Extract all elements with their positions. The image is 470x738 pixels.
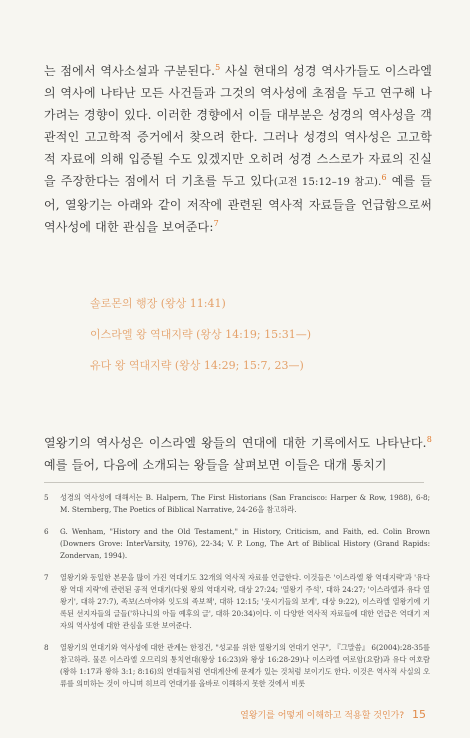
- source-title: 솔로몬의 행장: [90, 297, 158, 310]
- footnote-8: [44, 642, 430, 690]
- paragraph-2-text-a: 열왕기의 역사성은 이스라엘 왕들의 연대에 대한 기록에서도 나타난다.: [44, 436, 427, 450]
- source-ref: (왕상 14:19; 15:31—): [192, 328, 312, 341]
- footnote-ref-7[interactable]: 7: [213, 219, 219, 228]
- body-paragraph-2: [44, 432, 432, 476]
- source-title: 유다 왕 역대지략: [90, 359, 172, 372]
- footnote-text: 열왕기의 연대기와 역사성에 대한 관계는 한정건, "성교를 위한 열왕기의 연대기 연구", 『그말씀』 6(2004):28-35를 참고하라. 물론 이스라엘 오므리의 통치연대(왕상 16:23)와 왕상 16:28-29)나 이스라엘 여로암(요람)과 유다 여호람 (왕하 1:17과 왕하 3:1; 8:16)의 연대들처럼 연대계산에 문제가 있는 것처럼 보이기도 한다. 이것은 역사적 사실의 오류를 의미하는 것이 아니며 히브리 연대기를 올바로 이해하지 못한 것에서 비롯: [60, 643, 430, 688]
- footnote-number: 7: [44, 573, 49, 582]
- footnotes: [44, 492, 430, 700]
- footnote-text: 성경의 역사성에 대해서는 B. Halpern, The First Historians (San Francisco: Harper & Row, 1988), 6-8; M. Sternberg, The Poetics of Biblical Narrative, 24-26을 참고하라.: [60, 493, 430, 514]
- source-title: 이스라엘 왕 역대지략: [90, 328, 193, 341]
- footnote-ref-5[interactable]: 5: [215, 63, 221, 72]
- paragraph-1-text-c: 예를 들어, 열왕기는 아래와 같이 저작에 관련된 역사적 자료들을 언급함으로써 역사성에 대한 관심을 보여준다:: [44, 174, 432, 234]
- footnote-5: [44, 492, 430, 516]
- paragraph-1-text-b: 사실 현대의 성경 역사가들도 이스라엘의 역사에 나타난 모든 사건들과 그것의 역사성에 초점을 두고 연구해 나가려는 경향이 있다. 이러한 경향에서 이들 대부분은 성경의 역사성을 객관적인 고고학적 증거에서 찾으려 한다. 그러나 성경의 역사성은 고고학적 자료에 의해 입증될 수도 있겠지만 오히려 성경 스스로가 자료의 진실을 주장한다는 점에서 더 기초를 두고 있다: [44, 64, 432, 188]
- footnote-number: 5: [44, 493, 49, 502]
- page-number: 15: [412, 708, 426, 721]
- paragraph-2-text-b: 예를 들어, 다음에 소개되는 왕들을 살펴보면 이들은 대개 통치기: [44, 458, 387, 472]
- running-title: 열왕기를 어떻게 이해하고 적용할 것인가?: [240, 711, 405, 721]
- footnote-ref-6[interactable]: 6: [381, 173, 387, 182]
- footnote-number: 8: [44, 643, 49, 652]
- source-item: [90, 327, 430, 343]
- source-list: [90, 296, 430, 389]
- footnote-number: 6: [44, 527, 49, 536]
- page-footer: [240, 708, 426, 721]
- footnote-text: 열왕기와 동일한 본문을 많이 가진 역대기도 32개의 역사적 자료를 언급한다. 이것들은 '이스라엘 왕 역대지략'과 '유다 왕 역대 지략'에 관련된 공적 연대기(다윗 왕의 역대지략, 대상 27:24; '열왕기 주석', 대하 24:27; '이스라엘과 유다 열왕기', 대하 27:7), 족보(스마야와 잇도의 족보책', 대하 12:15; '웃시기들의 보게', 대상 9:22), 이스라엘 열왕기에 기록된 선지자들의 글들('하나니의 아들 예후의 글', 대하 20:34)이다. 이 다양한 역사적 자료들에 대한 언급은 역대기 저자의 역사성에 대한 관심을 또한 보여준다.: [60, 573, 430, 630]
- footnote-7: [44, 572, 430, 632]
- paragraph-1-text-a: 는 점에서 역사소설과 구분된다.: [44, 64, 216, 78]
- source-ref: (왕상 14:29; 15:7, 23—): [171, 359, 304, 372]
- footnote-6: [44, 526, 430, 562]
- source-ref: (왕상 11:41): [157, 297, 226, 310]
- footnote-ref-8[interactable]: 8: [426, 435, 432, 444]
- footnote-divider: [44, 482, 424, 483]
- source-item: [90, 296, 430, 312]
- footnote-text: G. Wenham, "History and the Old Testament," in History, Criticism, and Faith, ed. Colin Brown (Downers Grove: InterVarsity, 1976), 22-34; V. P. Long, The Art of Biblical History (Grand Rapids: Zondervan, 1994).: [60, 527, 430, 560]
- body-paragraph-1: [44, 60, 432, 238]
- scripture-reference: (고전 15:12–19 참고).: [273, 177, 382, 188]
- source-item: [90, 358, 430, 374]
